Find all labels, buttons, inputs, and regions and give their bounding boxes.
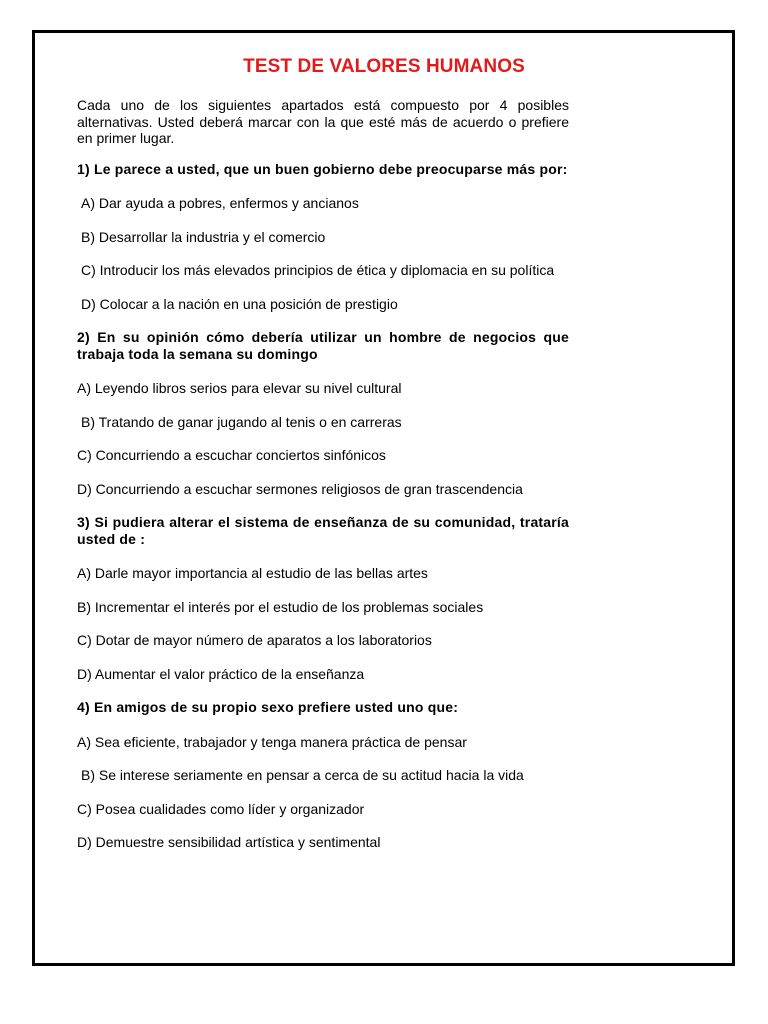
- question-3-option-a: A) Darle mayor importancia al estudio de las bellas artes: [77, 565, 428, 581]
- question-2-option-d: D) Concurriendo a escuchar sermones religiosos de gran trascendencia: [77, 480, 523, 497]
- question-3-option-b: B) Incrementar el interés por el estudio de los problemas sociales: [77, 598, 484, 615]
- question-block-1: [77, 161, 569, 313]
- question-block-4: [77, 699, 569, 851]
- question-block-3: [77, 514, 569, 682]
- page-title: TEST DE VALORES HUMANOS: [243, 56, 525, 77]
- question-4-option-d: D) Demuestre sensibilidad artística y sentimental: [77, 834, 381, 850]
- question-3-option-d: D) Aumentar el valor práctico de la enseñanza: [77, 665, 365, 682]
- question-1-option-a: A) Dar ayuda a pobres, enfermos y ancianos: [81, 195, 359, 211]
- question-2-option-a: A) Leyendo libros serios para elevar su nivel cultural: [77, 380, 402, 396]
- question-2-option-b: B) Tratando de ganar jugando al tenis o en carreras: [81, 413, 402, 430]
- question-1: 1) Le parece a usted, que un buen gobierno debe preocuparse más por:: [77, 160, 568, 177]
- question-2: 2) En su opinión cómo debería utilizar un hombre de negocios que trabaja toda la semana su domingo: [77, 329, 569, 362]
- question-4-option-a: A) Sea eficiente, trabajador y tenga manera práctica de pensar: [77, 733, 467, 750]
- intro-paragraph: Cada uno de los siguientes apartados está compuesto por 4 posibles alternativas. Usted deberá marcar con la que esté más de acuerdo o prefiere en primer lugar.: [77, 97, 569, 146]
- question-4: 4) En amigos de su propio sexo prefiere usted uno que:: [77, 699, 459, 715]
- question-4-option-c: C) Posea cualidades como líder y organizador: [77, 800, 365, 817]
- question-1-option-b: B) Desarrollar la industria y el comercio: [81, 228, 326, 245]
- question-1-option-c: C) Introducir los más elevados principios de ética y diplomacia en su política: [81, 262, 555, 278]
- question-2-option-c: C) Concurriendo a escuchar conciertos sinfónicos: [77, 447, 386, 463]
- question-1-option-d: D) Colocar a la nación en una posición de prestigio: [81, 295, 398, 312]
- document-body: [77, 97, 569, 868]
- question-block-2: [77, 329, 569, 497]
- question-4-option-b: B) Se interese seriamente en pensar a cerca de su actitud hacia la vida: [81, 767, 524, 783]
- question-3-option-c: C) Dotar de mayor número de aparatos a los laboratorios: [77, 632, 432, 648]
- question-3: 3) Si pudiera alterar el sistema de enseñanza de su comunidad, trataría usted de :: [77, 514, 569, 547]
